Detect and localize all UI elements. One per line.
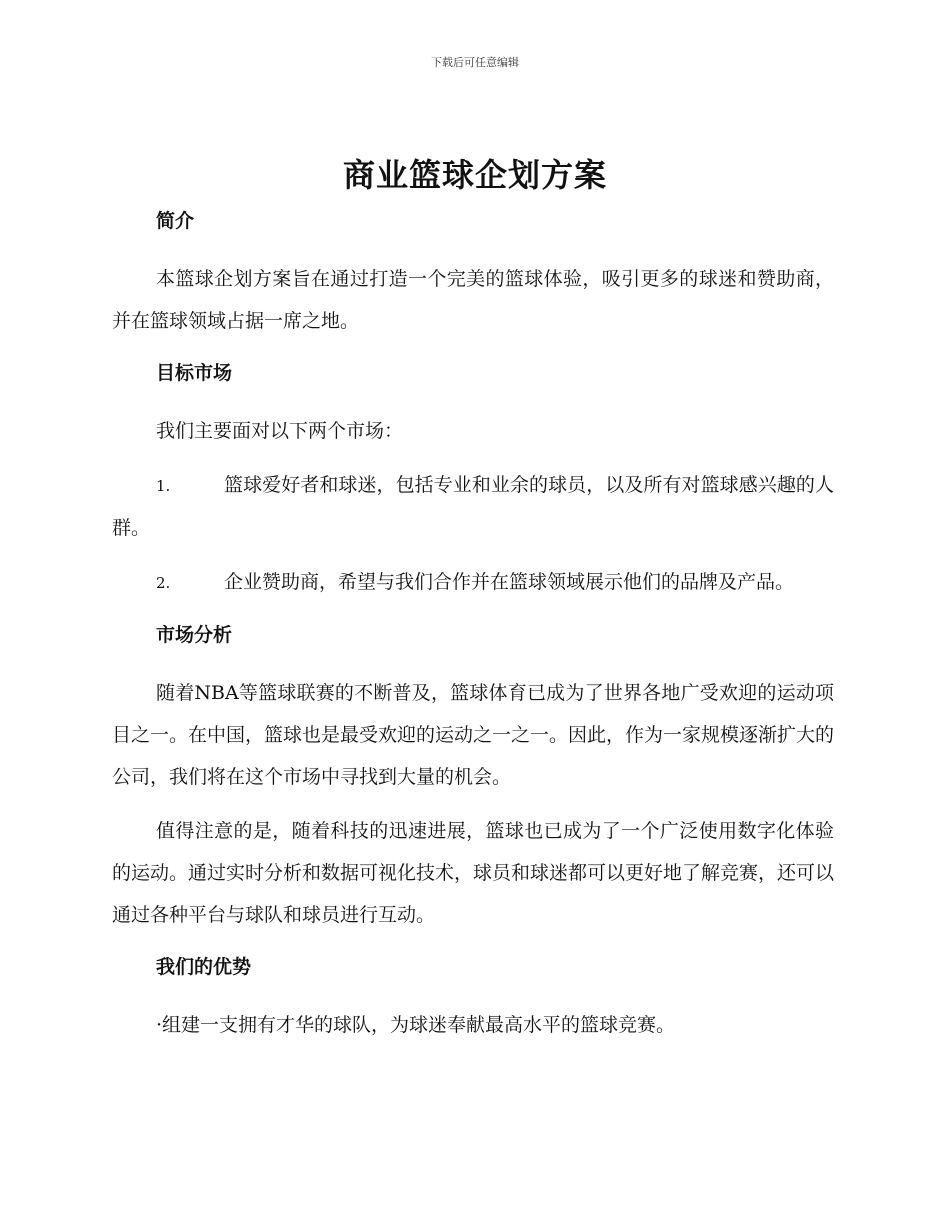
section-heading-target-market: 目标市场 — [156, 362, 233, 384]
list-item-text: 篮球爱好者和球迷，包括专业和业余的球员，以及所有对篮球感兴趣的人群。 — [112, 474, 834, 539]
section-heading-market-analysis: 市场分析 — [156, 624, 233, 646]
analysis-paragraph-1: 随着NBA等篮球联赛的不断普及，篮球体育已成为了世界各地广受欢迎的运动项目之一。在中国，篮球也是最受欢迎的运动之一之一。因此，作为一家规模逐渐扩大的公司，我们将在这个市场中寻找到大量的机会。 — [112, 682, 835, 788]
document-body — [112, 204, 834, 1046]
list-item — [112, 464, 834, 549]
list-item-number: 2. — [156, 574, 171, 592]
header-note: 下载后可任意编辑 — [431, 56, 519, 69]
analysis-paragraph-2: 值得注意的是，随着科技的迅速进展，篮球也已成为了一个广泛使用数字化体验的运动。通过实时分析和数据可视化技术，球员和球迷都可以更好地了解竞赛，还可以通过各种平台与球队和球员进行互动。 — [112, 820, 835, 926]
list-item-number: 1. — [156, 477, 171, 495]
market-lead-paragraph: 我们主要面对以下两个市场： — [156, 420, 404, 442]
section-heading-intro: 简介 — [156, 210, 195, 232]
list-item — [112, 561, 834, 604]
section-heading-advantages: 我们的优势 — [156, 956, 252, 978]
document-title: 商业篮球企划方案 — [342, 156, 607, 194]
intro-paragraph: 本篮球企划方案旨在通过打造一个完美的篮球体验，吸引更多的球迷和赞助商，并在篮球领域占据一席之地。 — [112, 268, 834, 332]
list-item-text: 企业赞助商，希望与我们合作并在篮球领域展示他们的品牌及产品。 — [224, 571, 795, 593]
bullet-item: ·组建一支拥有才华的球队，为球迷奉献最高水平的篮球竞赛。 — [156, 1014, 676, 1036]
